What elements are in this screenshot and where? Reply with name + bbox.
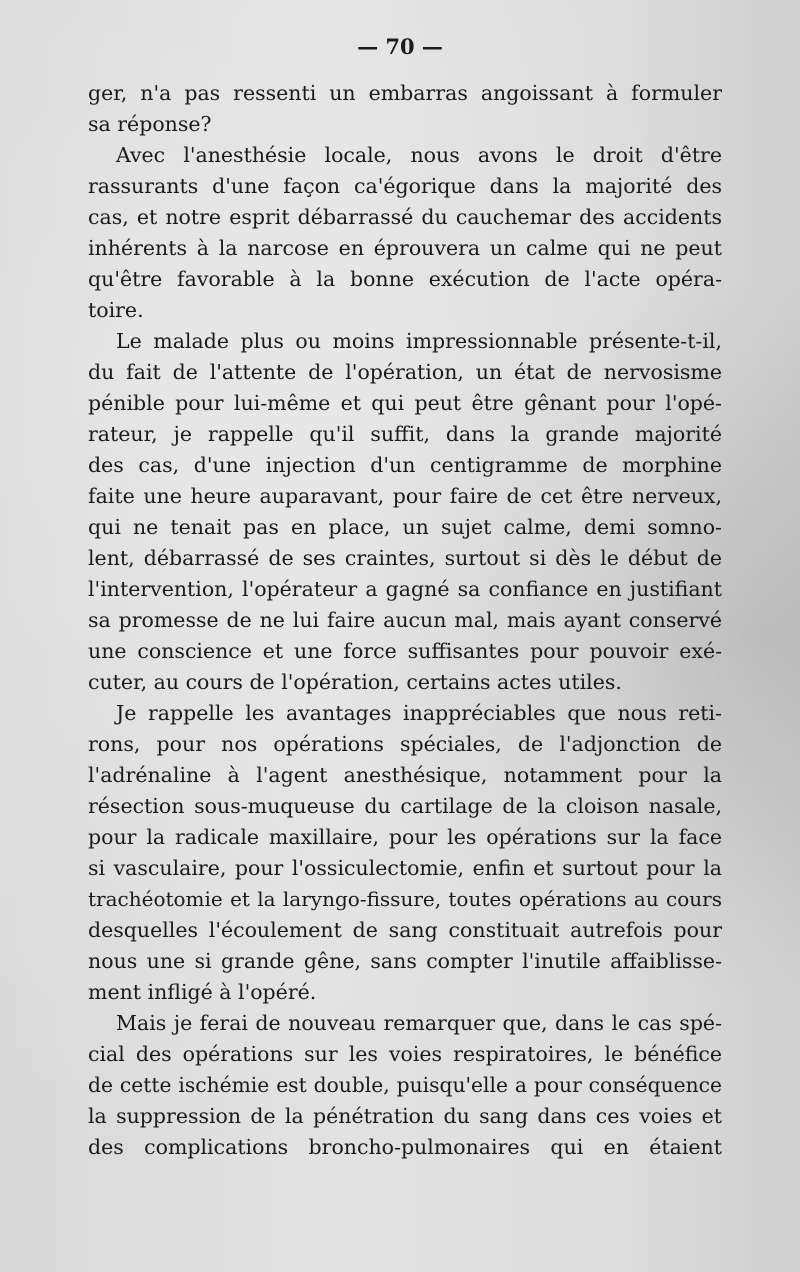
text-line: faite une heure auparavant, pour faire de cet être nerveux, — [88, 484, 722, 508]
text-line: si vasculaire, pour l'ossiculectomie, enfin et surtout pour la — [88, 856, 722, 880]
text-line: la suppression de la pénétration du sang dans ces voies et — [88, 1104, 722, 1128]
text-line: pénible pour lui-même et qui peut être gênant pour l'opé- — [88, 391, 722, 415]
text-line: trachéotomie et la laryngo-fissure, toutes opérations au cours — [88, 887, 722, 911]
text-line: cas, et notre esprit débarrassé du cauchemar des accidents — [88, 205, 722, 229]
text-line: qui ne tenait pas en place, un sujet calme, demi somno- — [88, 515, 722, 539]
text-line: des cas, d'une injection d'un centigramme de morphine — [88, 453, 722, 477]
text-line: rons, pour nos opérations spéciales, de l'adjonction de — [88, 732, 722, 756]
text-line: toire. — [88, 298, 144, 322]
text-line: sa promesse de ne lui faire aucun mal, mais ayant conservé — [88, 608, 722, 632]
text-line: inhérents à la narcose en éprouvera un calme qui ne peut — [88, 236, 722, 260]
text-line: une conscience et une force suffisantes pour pouvoir exé- — [88, 639, 722, 663]
text-line: nous une si grande gêne, sans compter l'inutile affaiblisse- — [88, 949, 722, 973]
text-line: Je rappelle les avantages inappréciables que nous reti- — [116, 701, 722, 725]
text-line: des complications broncho-pulmonaires qui en étaient — [88, 1135, 722, 1159]
text-line: rassurants d'une façon ca'égorique dans la majorité des — [88, 174, 722, 198]
text-line: l'intervention, l'opérateur a gagné sa confiance en justifiant — [88, 577, 722, 601]
text-line: desquelles l'écoulement de sang constituait autrefois pour — [88, 918, 722, 942]
text-line: pour la radicale maxillaire, pour les opérations sur la face — [88, 825, 722, 849]
page-number: — 70 — — [357, 34, 443, 59]
text-line: lent, débarrassé de ses craintes, surtout si dès le début de — [88, 546, 722, 570]
text-line: Le malade plus ou moins impressionnable présente-t-il, — [116, 329, 722, 353]
text-line: cial des opérations sur les voies respiratoires, le bénéfice — [88, 1042, 722, 1066]
body-text — [88, 78, 722, 1163]
text-line: résection sous-muqueuse du cartilage de la cloison nasale, — [88, 794, 722, 818]
text-line: rateur, je rappelle qu'il suffit, dans la grande majorité — [88, 422, 722, 446]
text-line: ment infligé à l'opéré. — [88, 980, 317, 1004]
text-line: cuter, au cours de l'opération, certains actes utiles. — [88, 670, 622, 694]
text-line: de cette ischémie est double, puisqu'elle a pour conséquence — [88, 1073, 722, 1097]
text-line: ger, n'a pas ressenti un embarras angoissant à formuler — [88, 81, 722, 105]
text-line: l'adrénaline à l'agent anesthésique, notamment pour la — [88, 763, 722, 787]
text-line: sa réponse? — [88, 112, 212, 136]
text-line: Mais je ferai de nouveau remarquer que, dans le cas spé- — [116, 1011, 722, 1035]
text-line: du fait de l'attente de l'opération, un état de nervosisme — [88, 360, 722, 384]
text-line: qu'être favorable à la bonne exécution de l'acte opéra- — [88, 267, 722, 291]
text-line: Avec l'anesthésie locale, nous avons le droit d'être — [116, 143, 722, 167]
